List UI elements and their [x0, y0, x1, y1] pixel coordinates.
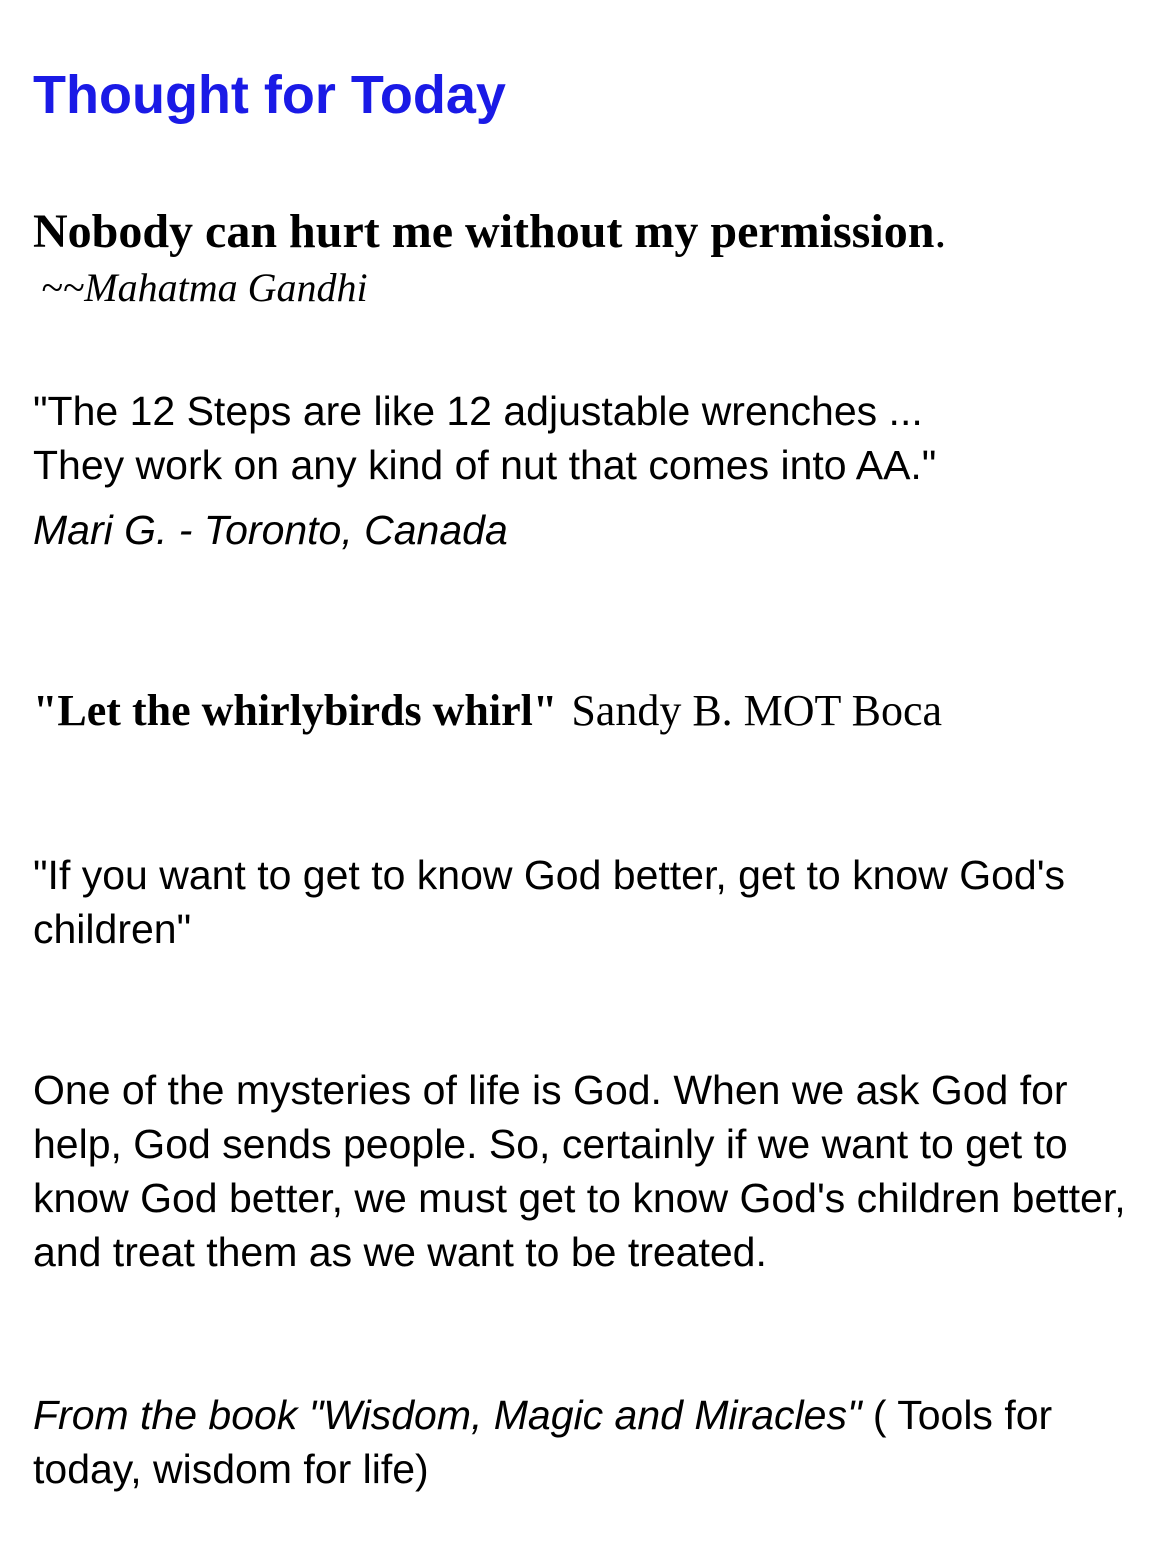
whirlybirds-quote-author: Sandy B. MOT Boca	[571, 686, 943, 735]
page-title: Thought for Today	[33, 65, 506, 125]
whirlybirds-quote-text: "Let the whirlybirds whirl"	[33, 686, 558, 735]
gandhi-quote-text: Nobody can hurt me without my permission	[33, 205, 935, 258]
book-source	[33, 1388, 1138, 1496]
whirlybirds-quote	[33, 683, 942, 739]
wrenches-quote-line-1: "The 12 Steps are like 12 adjustable wrenches ...	[33, 388, 923, 434]
book-subtitle: ( Tools for today, wisdom for life)	[33, 1392, 1053, 1492]
gandhi-quote	[33, 203, 946, 261]
mysteries-paragraph: One of the mysteries of life is God. When we ask God for help, God sends people. So, certainly if we want to get to know God better, we must get to know God's children better, and treat them as we want to be treated.	[33, 1067, 1126, 1275]
book-title: From the book "Wisdom, Magic and Miracles"	[33, 1392, 862, 1438]
gandhi-quote-author: ~~Mahatma Gandhi	[41, 265, 368, 310]
wrenches-quote-author: Mari G. - Toronto, Canada	[33, 507, 508, 553]
wrenches-quote	[33, 384, 936, 492]
wrenches-quote-line-2: They work on any kind of nut that comes into AA."	[33, 442, 937, 488]
gandhi-quote-period: .	[934, 205, 947, 258]
gods-children-quote: "If you want to get to know God better, get to know God's children"	[33, 852, 1066, 952]
